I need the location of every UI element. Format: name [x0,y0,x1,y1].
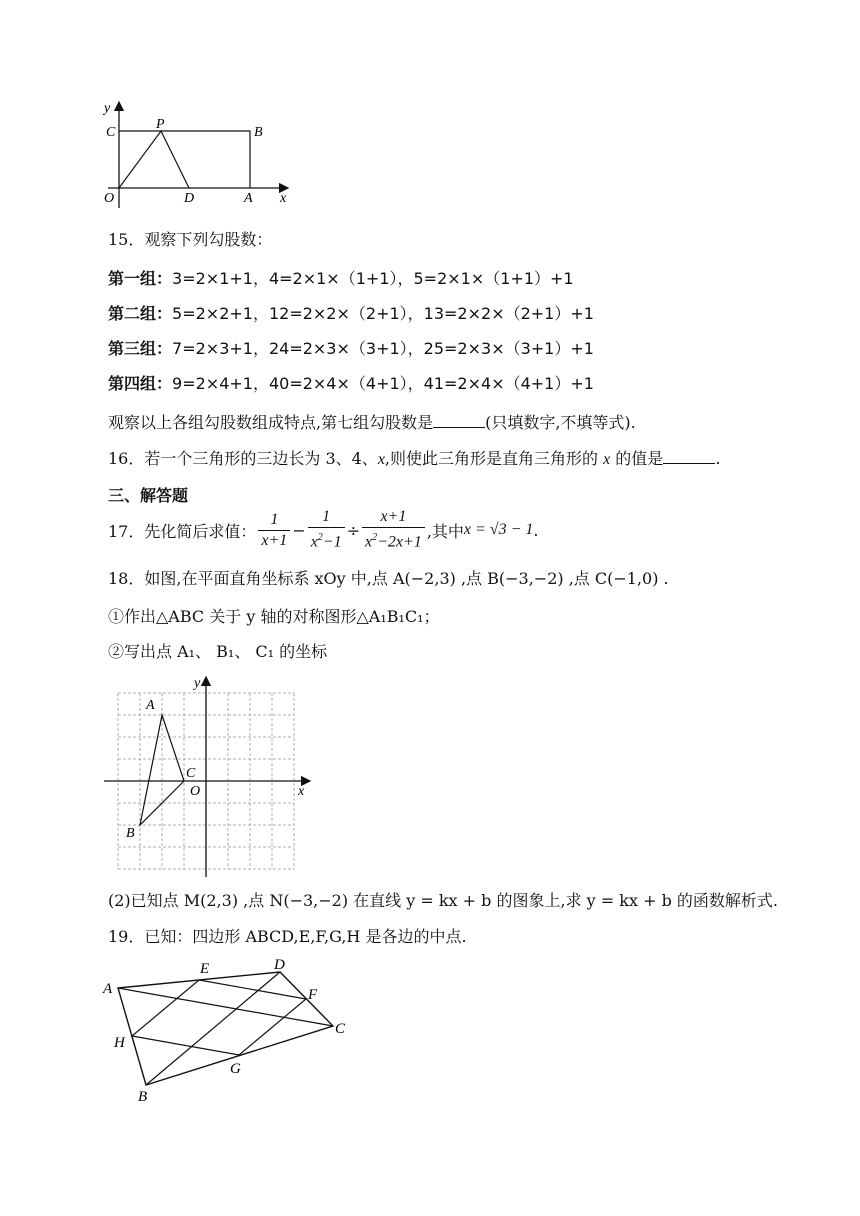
label-A: A [146,698,155,713]
q16-pre: 16．若一个三角形的三边长为 3、4、 [108,449,378,468]
label-B: B [126,826,135,841]
answer-blank[interactable] [663,449,715,464]
q18-part2: ②写出点 A₁、 B₁、 C₁ 的坐标 [108,642,328,661]
q17: 17．先化简后求值： $\frac{1}{x+1}$ − $\frac{1}{x^2-1}$ ÷ $\frac{x+1}{x^2-2x+1}$ ,其中 x = √3 − 1 . [108,508,539,551]
q15-ask-pre: 观察以上各组勾股数组成特点,第七组勾股数是 [108,413,434,432]
group-expr: 9=2×4+1，40=2×4×（4+1），41=2×4×（4+1）+1 [172,374,594,393]
label-y: y [194,676,201,691]
q18-part3: (2)已知点 M(2,3) ,点 N(−3,−2) 在直线 y = kx + b 的图象上,求 y = kx + b 的函数解析式. [108,891,778,910]
label-B: B [138,1089,148,1105]
group-label: 第二组： [108,304,173,323]
label-y: y [104,101,111,116]
label-D: D [184,191,195,206]
figure-coordinate-grid [100,675,320,880]
q16-post: 的值是 [610,449,664,468]
label-O: O [104,191,115,206]
q15-ask [108,410,636,433]
group-label: 第四组： [108,374,173,393]
q16-var2: x [603,451,611,468]
label-A: A [244,191,253,206]
label-A: A [103,981,113,997]
label-O: O [190,784,201,799]
group-label: 第一组： [108,269,173,288]
fraction-3: $\frac{x+1}{x^2-2x+1}$ [362,507,425,552]
q15-group-1 [108,266,574,289]
figure-rectangle-opd [98,98,298,208]
q15-ask-post: (只填数字,不填等式). [485,413,636,432]
q19-stem: 19．已知：四边形 ABCD,E,F,G,H 是各边的中点. [108,927,467,946]
q15-stem: 15．观察下列勾股数： [108,230,273,249]
group-expr: 7=2×3+1，24=2×3×（3+1），25=2×3×（3+1）+1 [172,339,594,358]
fraction-2: $\frac{1}{x^2-1}$ [308,507,345,552]
group-expr: 3=2×1+1，4=2×1×（1+1），5=2×1×（1+1）+1 [172,269,574,288]
label-B: B [254,125,263,140]
label-H: H [114,1035,125,1051]
label-G: G [230,1061,241,1077]
q18-part1: ①作出△ABC 关于 y 轴的对称图形△A₁B₁C₁； [108,607,440,626]
q15-group-4 [108,371,594,394]
q15-group-2 [108,301,594,324]
q17-cond-pre: ,其中 [426,521,464,541]
label-P: P [156,117,165,132]
q17-pre: 17．先化简后求值： [108,521,257,541]
label-C: C [186,766,196,781]
label-x: x [280,191,287,206]
group-expr: 5=2×2+1，12=2×2×（2+1），13=2×2×（2+1）+1 [172,304,594,323]
label-x: x [298,784,305,799]
q16-var: x [377,451,385,468]
q17-end: . [533,520,539,540]
q17-condition: x = √3 − 1 [463,521,534,538]
label-C: C [335,1021,346,1037]
q18-stem: 18．如图,在平面直角坐标系 xOy 中,点 A(−2,3) ,点 B(−3,−2) ,点 C(−1,0) . [108,569,669,588]
answer-blank[interactable] [433,413,485,428]
q15-group-3 [108,336,594,359]
label-D: D [274,957,285,973]
section-heading: 三、解答题 [108,486,189,505]
q16-end: . [715,449,721,468]
group-label: 第三组： [108,339,173,358]
label-C: C [106,125,116,140]
figure-quadrilateral [100,955,360,1105]
q16 [108,446,720,469]
label-E: E [200,961,210,977]
fraction-1: $\frac{1}{x+1}$ [258,510,290,551]
q16-mid: ,则使此三角形是直角三角形的 [384,449,604,468]
label-F: F [308,987,318,1003]
